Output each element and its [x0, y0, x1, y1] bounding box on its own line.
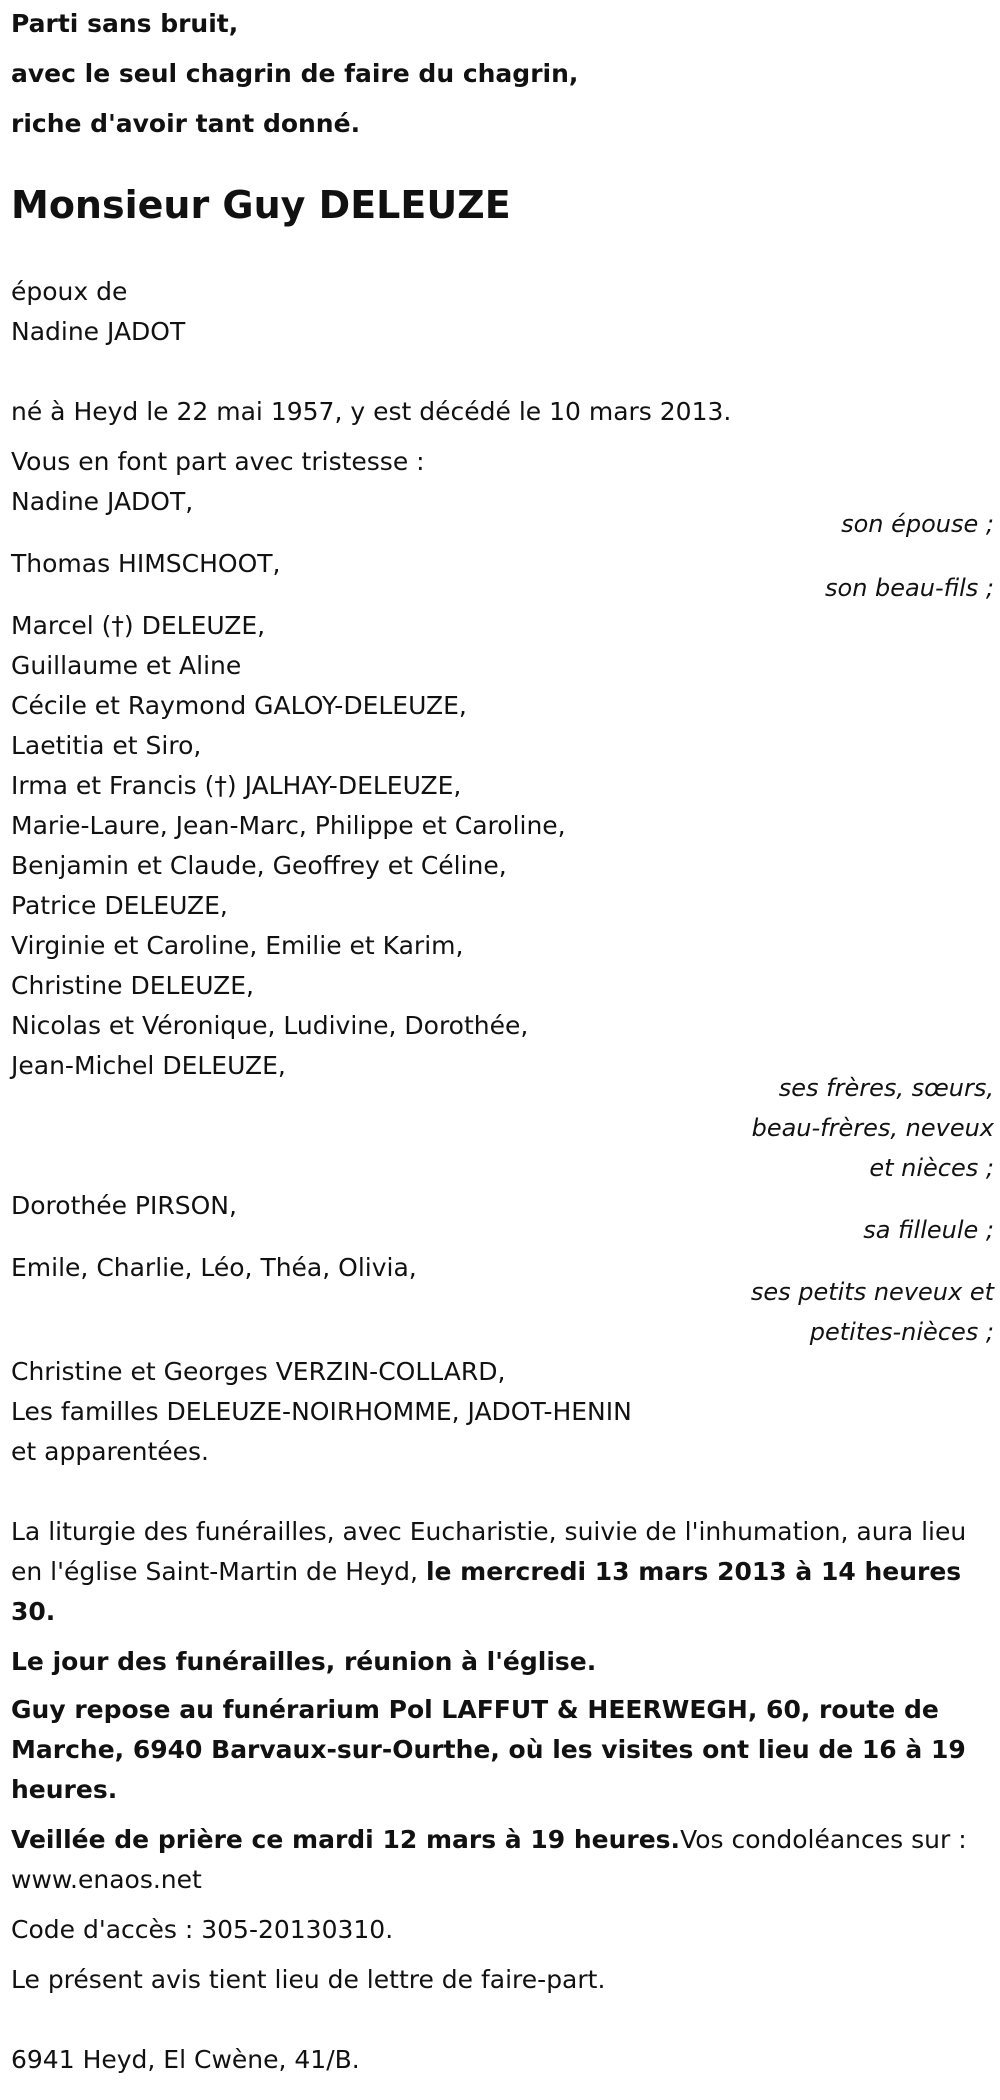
others-line-1: Christine et Georges VERZIN-COLLARD, — [11, 1357, 506, 1386]
family-stepson-role: son beau-fils ; — [825, 574, 994, 602]
liturgy-date: le mercredi 13 mars 2013 à 14 heures 30. — [11, 1557, 962, 1626]
family-spouse: Nadine JADOT, — [11, 487, 194, 516]
others-line-2: Les familles DELEUZE-NOIRHOMME, JADOT-HENIN — [11, 1397, 632, 1426]
spouse-intro: époux de — [11, 277, 128, 306]
sibling-line-11: Nicolas et Véronique, Ludivine, Dorothée, — [11, 1011, 529, 1040]
liturgy-paragraph — [11, 1512, 990, 1632]
siblings-role-line-2: beau-frères, neveux — [751, 1114, 994, 1142]
sibling-line-2: Guillaume et Aline — [11, 651, 242, 680]
grand-nephews-role-line-2: petites-nièces ; — [809, 1318, 994, 1346]
deceased-name: Monsieur Guy DELEUZE — [11, 183, 511, 227]
family-stepson: Thomas HIMSCHOOT, — [11, 549, 281, 578]
sibling-line-7: Benjamin et Claude, Geoffrey et Céline, — [11, 851, 507, 880]
liturgy-text: La liturgie des funérailles, avec Eucharistie, suivie de l'inhumation, aura lieu en l'église Saint-Martin de Heyd, — [11, 1517, 967, 1586]
sibling-line-1: Marcel (†) DELEUZE, — [11, 611, 266, 640]
sibling-line-9: Virginie et Caroline, Emilie et Karim, — [11, 931, 464, 960]
sibling-line-3: Cécile et Raymond GALOY-DELEUZE, — [11, 691, 467, 720]
family-spouse-role: son épouse ; — [841, 510, 994, 538]
address-line: 6941 Heyd, El Cwène, 41/B. — [11, 2045, 360, 2074]
siblings-role-line-3: et nièces ; — [869, 1154, 994, 1182]
motto-line-2: avec le seul chagrin de faire du chagrin, — [11, 59, 579, 88]
family-goddaughter-role: sa filleule ; — [863, 1216, 994, 1244]
sibling-line-10: Christine DELEUZE, — [11, 971, 254, 1000]
siblings-role-line-1: ses frères, sœurs, — [778, 1074, 994, 1102]
others-line-3: et apparentées. — [11, 1437, 209, 1466]
meeting-line: Le jour des funérailles, réunion à l'église. — [11, 1647, 597, 1676]
motto-line-1: Parti sans bruit, — [11, 9, 239, 38]
rest-paragraph: Guy repose au funérarium Pol LAFFUT & HEERWEGH, 60, route de Marche, 6940 Barvaux-sur-Ourthe, où les visites ont lieu de 16 à 19 heures. — [11, 1695, 966, 1804]
sibling-line-8: Patrice DELEUZE, — [11, 891, 228, 920]
announcement-intro: Vous en font part avec tristesse : — [11, 447, 425, 476]
condolences-text: Vos condoléances sur : www.enaos.net — [11, 1825, 967, 1894]
access-code: Code d'accès : 305-20130310. — [11, 1915, 394, 1944]
sibling-line-5: Irma et Francis (†) JALHAY-DELEUZE, — [11, 771, 462, 800]
family-grand-nephews: Emile, Charlie, Léo, Théa, Olivia, — [11, 1253, 417, 1282]
faire-part-notice: Le présent avis tient lieu de lettre de faire-part. — [11, 1965, 606, 1994]
sibling-line-12: Jean-Michel DELEUZE, — [11, 1051, 286, 1080]
sibling-line-6: Marie-Laure, Jean-Marc, Philippe et Caroline, — [11, 811, 566, 840]
spouse-name: Nadine JADOT — [11, 317, 186, 346]
birth-death-line: né à Heyd le 22 mai 1957, y est décédé le 10 mars 2013. — [11, 397, 732, 426]
family-goddaughter: Dorothée PIRSON, — [11, 1191, 237, 1220]
vigil-paragraph — [11, 1820, 990, 1900]
grand-nephews-role-line-1: ses petits neveux et — [750, 1278, 994, 1306]
sibling-line-4: Laetitia et Siro, — [11, 731, 202, 760]
motto-line-3: riche d'avoir tant donné. — [11, 109, 361, 138]
vigil-text: Veillée de prière ce mardi 12 mars à 19 heures. — [11, 1825, 681, 1854]
